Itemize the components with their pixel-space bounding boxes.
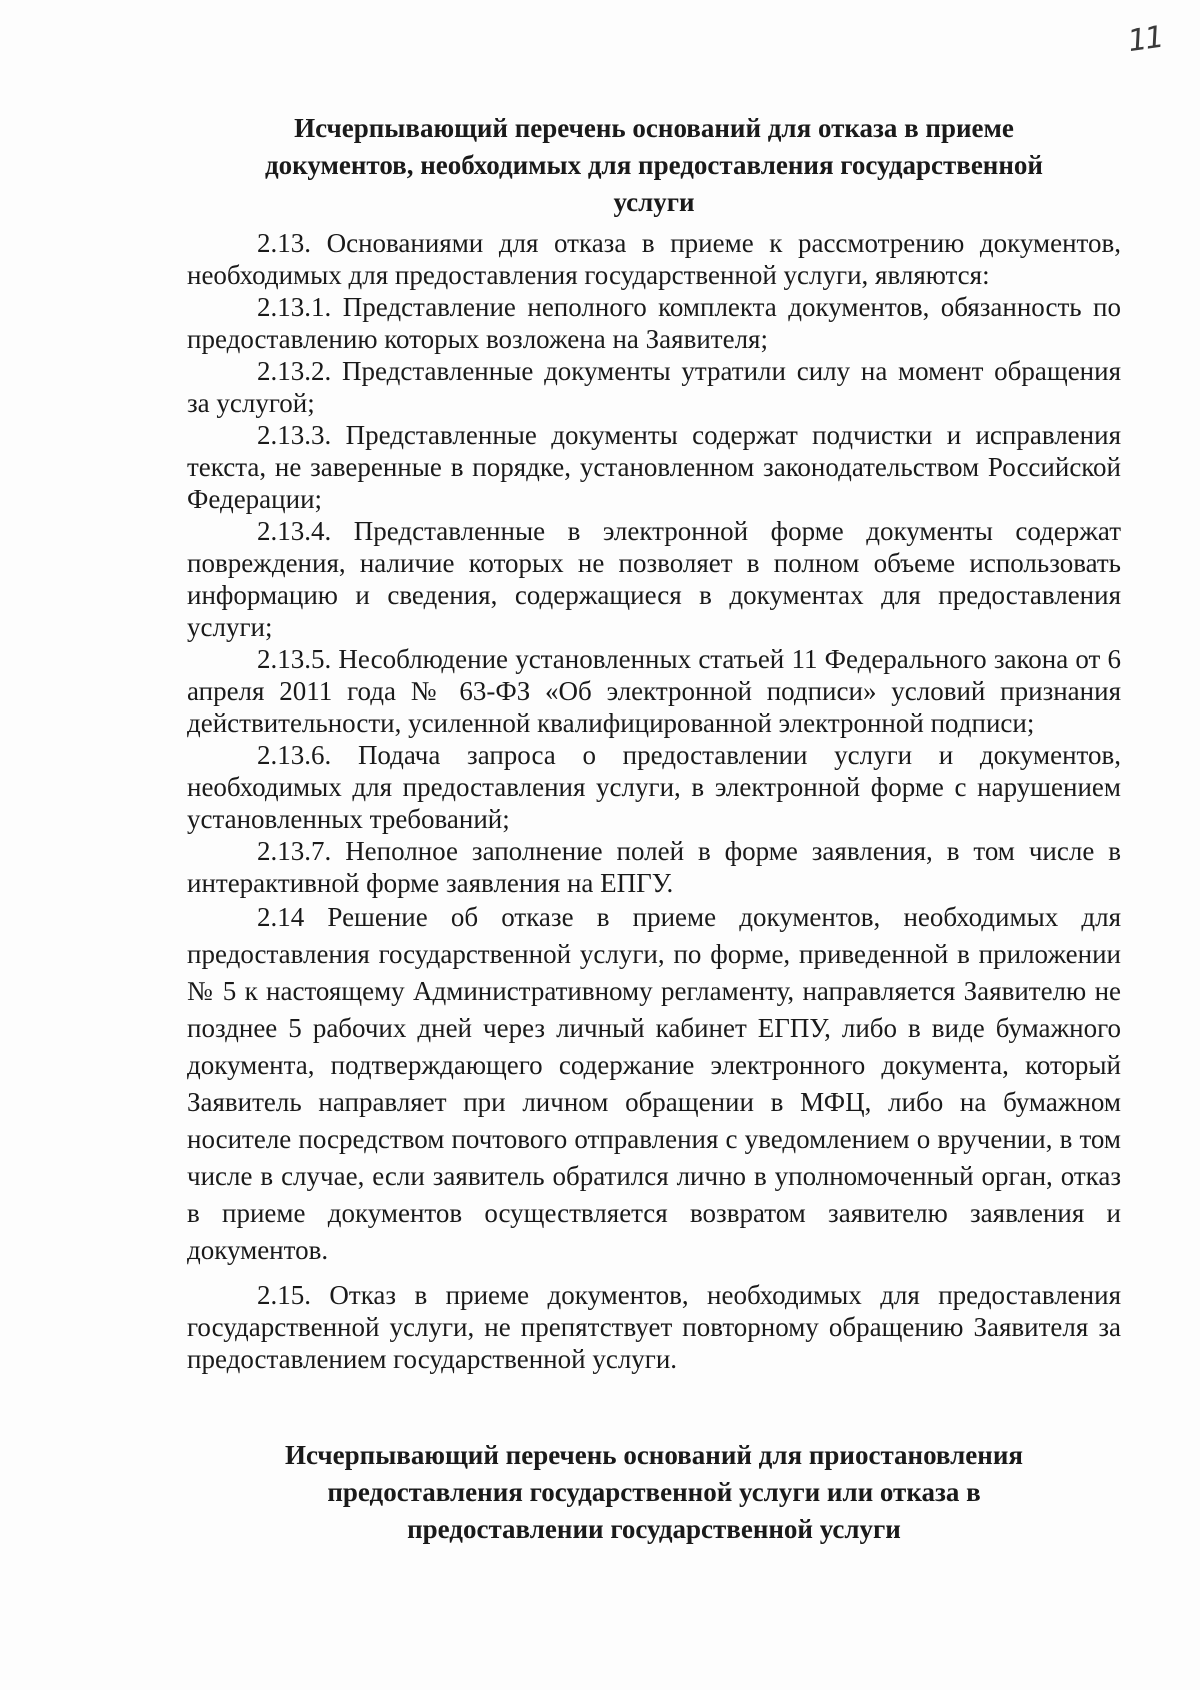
paragraph-2-13-4: 2.13.4. Представленные в электронной форме документы содержат повреждения, наличие которых не позволяет в полном объеме использовать информацию и сведения, содержащиеся в документах для предоставления услуги; [187, 516, 1121, 642]
paragraph-2-15: 2.15. Отказ в приеме документов, необходимых для предоставления государственной услуги, не препятствует повторному обращению Заявителя за предоставлением государственной услуги. [187, 1280, 1121, 1374]
paragraph-2-13-5: 2.13.5. Несоблюдение установленных статьей 11 Федерального закона от 6 апреля 2011 года № 63-ФЗ «Об электронной подписи» условий признания действительности, усиленной квалифицированной электронной подписи; [187, 644, 1121, 738]
paragraph-2-13-3: 2.13.3. Представленные документы содержат подчистки и исправления текста, не заверенные в порядке, установленном законодательством Российской Федерации; [187, 420, 1121, 514]
paragraph-2-14: 2.14 Решение об отказе в приеме документов, необходимых для предоставления государственной услуги, по форме, приведенной в приложении № 5 к настоящему Административному регламенту, направляется Заявителю не позднее 5 рабочих дней через личный кабинет ЕГПУ, либо в виде бумажного документа, подтверждающего содержание электронного документа, который Заявитель направляет при личном обращении в МФЦ, либо на бумажном носителе посредством почтового отправления с уведомлением о вручении, в том числе в случае, если заявитель обратился лично в уполномоченный орган, отказ в приеме документов осуществляется возвратом заявителю заявления и документов. [187, 902, 1121, 1265]
page-number: 11 [1125, 19, 1165, 60]
paragraph-2-13-7: 2.13.7. Неполное заполнение полей в форме заявления, в том числе в интерактивной форме заявления на ЕПГУ. [187, 836, 1121, 898]
paragraph-2-13: 2.13. Основаниями для отказа в приеме к рассмотрению документов, необходимых для предоставления государственной услуги, являются: [187, 228, 1121, 290]
paragraph-2-13-2: 2.13.2. Представленные документы утратили силу на момент обращения за услугой; [187, 356, 1121, 418]
section-heading-2: Исчерпывающий перечень оснований для приостановления предоставления государственной услуги или отказа в предоставлении государственной услуги [284, 1440, 1024, 1544]
document-body [187, 110, 1121, 1548]
paragraph-2-13-1: 2.13.1. Представление неполного комплекта документов, обязанность по предоставлению которых возложена на Заявителя; [187, 292, 1121, 354]
section-heading: Исчерпывающий перечень оснований для отказа в приеме документов, необходимых для предоставления государственной услуги [265, 113, 1043, 217]
paragraph-2-13-6: 2.13.6. Подача запроса о предоставлении услуги и документов, необходимых для предоставления услуги, в электронной форме с нарушением установленных требований; [187, 740, 1121, 834]
